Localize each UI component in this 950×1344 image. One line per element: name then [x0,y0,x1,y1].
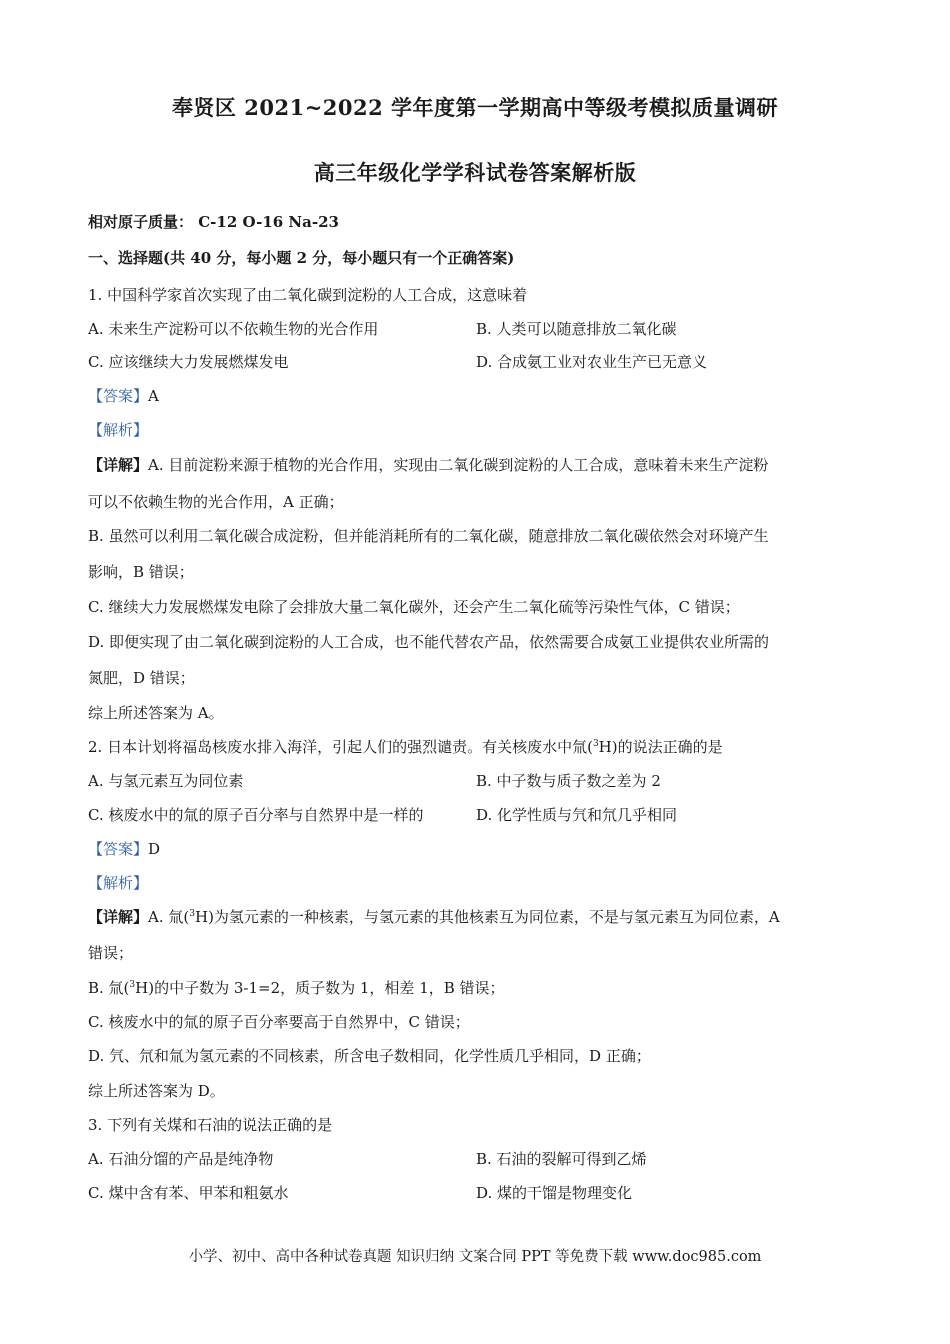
q2-detail-1: 【详解】A. 氚($^3$H)为氢元素的一种核素，与氢元素的其他核素互为同位素，不是与氢元素互为同位素，A [88,908,780,926]
answer-tag: 【答案】 [88,840,149,858]
detail-tag: 【详解】 [88,908,149,926]
q1-detail-3: B. 虽然可以利用二氧化碳合成淀粉，但并能消耗所有的二氧化碳，随意排放二氧化碳依然会对环境产生 [88,527,769,545]
q1-detail-4: 影响，B 错误； [88,563,194,581]
section-heading: 一、选择题(共 40 分，每小题 2 分，每小题只有一个正确答案) [88,249,515,267]
q1-answer: A [148,387,159,405]
answer-tag: 【答案】 [88,387,149,405]
q1-detail-7: 氮肥，D 错误； [88,669,195,687]
q2-option-b: B. 中子数与质子数之差为 2 [476,772,661,790]
q3-option-b: B. 石油的裂解可得到乙烯 [476,1150,647,1168]
q3-stem: 3. 下列有关煤和石油的说法正确的是 [88,1116,333,1134]
q2-option-d: D. 化学性质与氕和氘几乎相同 [476,806,678,824]
document-subtitle: 高三年级化学学科试卷答案解析版 [313,160,637,185]
q3-option-a: A. 石油分馏的产品是纯净物 [88,1150,274,1168]
q1-option-a: A. 未来生产淀粉可以不依赖生物的光合作用 [88,320,379,338]
q2-analysis-tag: 【解析】 [88,874,149,892]
q1-detail-6: D. 即便实现了由二氧化碳到淀粉的人工合成，也不能代替农产品，依然需要合成氨工业提供农业所需的 [88,633,770,651]
q2-option-c: C. 核废水中的氚的原子百分率与自然界中是一样的 [88,806,424,824]
q1-option-d: D. 合成氨工业对农业生产已无意义 [476,353,708,371]
q2-answer-line [88,839,160,859]
q1-answer-line [88,386,159,406]
document-title: 奉贤区 2021~2022 学年度第一学期高中等级考模拟质量调研 [171,95,779,120]
q3-option-d: D. 煤的干馏是物理变化 [476,1184,633,1202]
q1-detail-5: C. 继续大力发展燃煤发电除了会排放大量二氧化碳外，还会产生二氧化硫等污染性气体，C 错误； [88,598,740,616]
q1-analysis-tag: 【解析】 [88,421,149,439]
q1-detail-2: 可以不依赖生物的光合作用，A 正确； [88,493,344,511]
q1-summary: 综上所述答案为 A。 [88,704,224,722]
q2-stem: 2. 日本计划将福岛核废水排入海洋，引起人们的强烈谴责。有关核废水中氚($^3$H)的说法正确的是 [88,738,723,756]
q2-detail-5: D. 氕、氘和氚为氢元素的不同核素，所含电子数相同，化学性质几乎相同，D 正确； [88,1047,651,1065]
atomic-mass-line: 相对原子质量： C-12 O-16 Na-23 [88,213,339,231]
q2-option-a: A. 与氢元素互为同位素 [88,772,244,790]
q1-option-b: B. 人类可以随意排放二氧化碳 [476,320,677,338]
page-footer: 小学、初中、高中各种试卷真题 知识归纳 文案合同 PPT 等免费下载 www.doc985.com [188,1249,762,1265]
q3-option-c: C. 煤中含有苯、甲苯和粗氨水 [88,1184,289,1202]
q1-stem: 1. 中国科学家首次实现了由二氧化碳到淀粉的人工合成，这意味着 [88,286,528,304]
q2-detail-3: B. 氚($^3$H)的中子数为 3-1=2，质子数为 1，相差 1，B 错误； [88,979,505,997]
q2-answer: D [148,840,161,858]
q2-detail-2: 错误； [88,944,134,962]
q1-option-c: C. 应该继续大力发展燃煤发电 [88,353,289,371]
q2-detail-4: C. 核废水中的氚的原子百分率要高于自然界中，C 错误； [88,1013,470,1031]
detail-tag: 【详解】 [88,456,149,474]
q1-detail-1: 【详解】A. 目前淀粉来源于植物的光合作用，实现由二氧化碳到淀粉的人工合成，意味着未来生产淀粉 [88,456,769,474]
q2-summary: 综上所述答案为 D。 [88,1082,225,1100]
